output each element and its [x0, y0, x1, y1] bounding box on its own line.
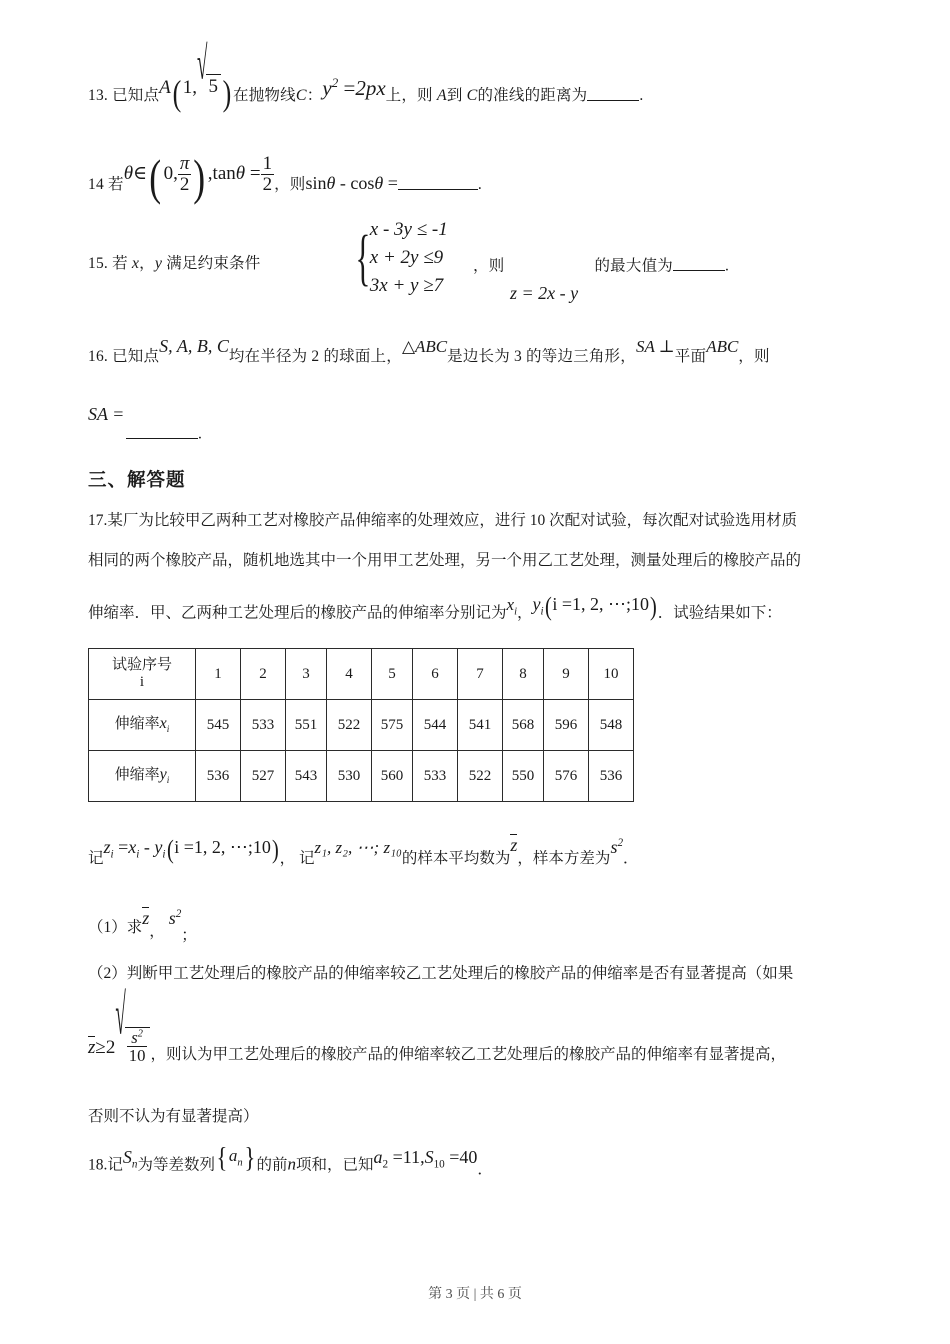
table-cell-x3: 551: [286, 700, 327, 751]
table-cell-x6: 544: [413, 700, 458, 751]
q15-then-group: [473, 256, 729, 275]
table-col-3: 3: [286, 649, 327, 700]
table-cell-x7: 541: [458, 700, 503, 751]
q17-comma-2: ，样本方差为: [517, 850, 611, 868]
question-15: 15. 若 x，y 满足约束条件: [88, 255, 261, 272]
q17-z-list: z₁, z₂, ⋯; z₁₀: [314, 838, 402, 858]
table-header-x: 伸缩率$x_i$: [89, 700, 196, 751]
question-17-line-3: 伸缩率．甲、乙两种工艺处理后的橡胶产品的伸缩率分别记为$x_i$，$y_i(i =1$, 2, ⋯;10)．试验结果如下：: [88, 592, 782, 622]
q14-lead: 若: [107, 176, 124, 194]
q15-lead: 若: [112, 255, 128, 272]
q17-mid: 的样本平均数为: [401, 850, 511, 868]
table-cell-y5: 560: [372, 751, 413, 802]
question-14: [88, 150, 482, 217]
sqrt-5-icon: √5: [197, 75, 221, 99]
q13-letter-a: A: [436, 87, 447, 105]
table-row-x: [89, 700, 634, 751]
q17-sub2-text-3: 否则不认为有显著提高）: [88, 1108, 259, 1125]
table-cell-x2: 533: [241, 700, 286, 751]
table-cell-x8: 568: [503, 700, 544, 751]
table-cell-y1: 536: [196, 751, 241, 802]
q15-mid: 满足约束条件: [166, 255, 261, 272]
q17-sub1-comma: ，: [149, 923, 165, 940]
q13-point-expr: A(1,√5 ): [159, 39, 232, 113]
q15-var-y: y: [154, 255, 163, 272]
table-col-2: 2: [241, 649, 286, 700]
q17-sub1-zbar: z: [142, 908, 150, 928]
q17-body-1: 某厂为比较甲乙两种工艺对橡胶产品伸缩率的处理效应，进行 10 次配对试验，每次配对试验选用材质: [107, 512, 798, 529]
table-cell-y3: 543: [286, 751, 327, 802]
page-footer: 第 3 页 | 共 6 页: [428, 1287, 522, 1302]
q15-number: 15.: [88, 255, 108, 272]
question-16: [88, 336, 770, 366]
q13-period: .: [639, 87, 644, 105]
q14-period: .: [477, 176, 482, 194]
table-cell-y4: 530: [327, 751, 372, 802]
q18-mid-3: 项和，已知: [296, 1156, 374, 1174]
question-18: [88, 1142, 493, 1185]
q18-number: 18.: [88, 1156, 108, 1174]
q17-z-definition-line: [88, 835, 639, 871]
q17-comma-1: ，: [279, 850, 296, 868]
q17-sub1-label: （1）: [88, 919, 127, 936]
q16-plane-abc: ABC: [706, 337, 739, 356]
q16-period: .: [198, 425, 203, 443]
table-cell-x1: 545: [196, 700, 241, 751]
q15-period: .: [725, 257, 730, 275]
q16-number: 16.: [88, 348, 108, 365]
q17-s2-symbol: $s^2$: [610, 837, 624, 858]
q16-mid1: 均在半径为 2 的球面上，: [228, 348, 402, 365]
q17-sub-question-1: [88, 908, 197, 944]
q16-points: S, A, B, C: [159, 336, 229, 356]
q16-lead: 已知点: [112, 348, 160, 365]
q16-perp-expr: SA ⊥: [635, 337, 675, 356]
table-header-y: 伸缩率$y_i$: [89, 751, 196, 802]
q18-period: ．: [477, 1160, 493, 1178]
q13-number: 13.: [88, 87, 108, 105]
q18-given-conditions: $a_2 =11,S_{10} =40$: [373, 1146, 478, 1171]
q16-then: ，则: [738, 348, 770, 365]
table-cell-x4: 522: [327, 700, 372, 751]
q14-target-expr: sinθ - cosθ =: [305, 173, 398, 194]
q17-number: 17.: [88, 512, 108, 529]
q14-number: 14: [88, 176, 104, 194]
table-row-y: [89, 751, 634, 802]
q18-lead: 记: [107, 1156, 123, 1174]
q18-sn-symbol: $S_n$: [122, 1146, 138, 1171]
table-col-5: 5: [372, 649, 413, 700]
sqrt-s2-over-10-icon: √ $\frac{s^2}{10}$: [115, 1028, 150, 1065]
q15-tail: 的最大值为: [594, 257, 673, 275]
table-col-9: 9: [544, 649, 589, 700]
q15-var-x: x: [131, 255, 140, 272]
question-13: [88, 39, 644, 122]
experiment-results-table: [88, 648, 634, 802]
q17-ji-2: 记: [298, 850, 315, 868]
q13-to: 到: [446, 87, 463, 105]
q17-zbar-symbol: z: [510, 835, 518, 856]
q17-sub2-text-2: ，则认为甲工艺处理后的橡胶产品的伸缩率较乙工艺处理后的橡胶产品的伸缩率有显著提高，: [150, 1045, 786, 1063]
q17-sub2-label: （2）: [88, 965, 127, 982]
table-cell-y6: 533: [413, 751, 458, 802]
q13-curve-label: C: [295, 87, 307, 105]
q17-z-definition: $z_i =x_i - y_i(i =1$, 2, ⋯;10): [103, 835, 279, 864]
q18-sequence-symbol: $\{a_n\}$: [216, 1142, 255, 1174]
q14-condition-expr: θ∈( 0, $\frac{\pi}{2}$ ) ,tanθ = $\frac{1}{2}$: [123, 150, 273, 205]
q17-sub1-s2: $s^2$: [168, 908, 182, 928]
q15-answer-blank[interactable]: [673, 256, 725, 271]
q13-equation: $y^2 =2px$: [322, 75, 386, 101]
q17-sub2-criterion-line: [88, 985, 786, 1067]
table-cell-x10: 548: [589, 700, 634, 751]
q17-x-symbol: $x_i$: [506, 595, 517, 618]
table-col-1: 1: [196, 649, 241, 700]
q16-answer-blank[interactable]: [126, 424, 198, 439]
table-header-index: 试验序号 i: [89, 649, 196, 700]
table-col-7: 7: [458, 649, 503, 700]
q16-triangle-abc: △ABC: [401, 337, 448, 356]
q18-n-var: n: [287, 1154, 297, 1174]
q17-criterion-formula: z≥2√ $\frac{s^2}{10}$: [88, 1037, 150, 1058]
q14-answer-blank[interactable]: [398, 175, 478, 190]
q17-line3-suffix: ．试验结果如下：: [657, 604, 782, 622]
q14-then: ，则: [274, 176, 306, 194]
q15-objective-function: z = 2x - y: [510, 283, 579, 303]
table-cell-y10: 536: [589, 751, 634, 802]
q13-lead: 已知点: [112, 87, 160, 105]
q17-period: ．: [623, 850, 639, 868]
q13-letter-c: C: [466, 87, 478, 105]
q17-sub1-semicolon: ；: [181, 927, 197, 944]
q13-after-eq: 上，则: [385, 87, 433, 105]
q16-mid2: 是边长为 3 的等边三角形，: [447, 348, 636, 365]
question-17-line-2: 相同的两个橡胶产品，随机地选其中一个用甲工艺处理，另一个用乙工艺处理，测量处理后的橡胶产品的: [88, 552, 802, 569]
q14-theta: θ: [123, 163, 134, 185]
q17-sub2-text: 判断甲工艺处理后的橡胶产品的伸缩率较乙工艺处理后的橡胶产品的伸缩率是否有显著提高（如果: [126, 965, 794, 982]
question-17-line-1: [88, 512, 797, 531]
q17-y-symbol: $y_i(i =1$, 2, ⋯;10): [532, 592, 657, 621]
table-col-8: 8: [503, 649, 544, 700]
q17-sub1-text: 求: [126, 919, 143, 936]
q13-answer-blank[interactable]: [587, 86, 639, 101]
q13-point-letter: A: [159, 77, 171, 99]
table-cell-x9: 596: [544, 700, 589, 751]
table-col-10: 10: [589, 649, 634, 700]
table-cell-y2: 527: [241, 751, 286, 802]
q13-tail: 的准线的距离为: [477, 87, 588, 105]
q16-answer-blank-wrap: [126, 424, 202, 443]
q18-mid-2: 的前: [256, 1156, 288, 1174]
table-cell-y7: 522: [458, 751, 503, 802]
q16-answer-label: SA =: [88, 404, 125, 424]
table-row-header: [89, 649, 634, 700]
section-heading: 三、解答题: [88, 471, 186, 491]
q15-constraint-1: x - 3y ≤ -1: [369, 219, 448, 240]
table-col-6: 6: [413, 649, 458, 700]
q18-mid-1: 为等差数列: [137, 1156, 215, 1174]
q13-colon: ：: [306, 87, 323, 105]
q15-constraint-3: 3x + y ≥7: [369, 275, 444, 297]
q17-ji-1: 记: [88, 850, 104, 868]
q15-constraint-2: x + 2y ≤9: [369, 247, 444, 269]
q17-sub-question-2: [88, 965, 793, 984]
q15-then: ，则: [473, 257, 505, 275]
table-cell-y8: 550: [503, 751, 544, 802]
q16-plane-word: 平面: [674, 348, 707, 365]
table-cell-y9: 576: [544, 751, 589, 802]
q15-constraint-system: [348, 216, 448, 300]
table-col-4: 4: [327, 649, 372, 700]
q17-line3-prefix: 伸缩率．甲、乙两种工艺处理后的橡胶产品的伸缩率分别记为: [88, 604, 507, 622]
q13-mid: 在抛物线: [233, 87, 296, 105]
table-cell-x5: 575: [372, 700, 413, 751]
left-brace-icon: {: [355, 223, 371, 292]
